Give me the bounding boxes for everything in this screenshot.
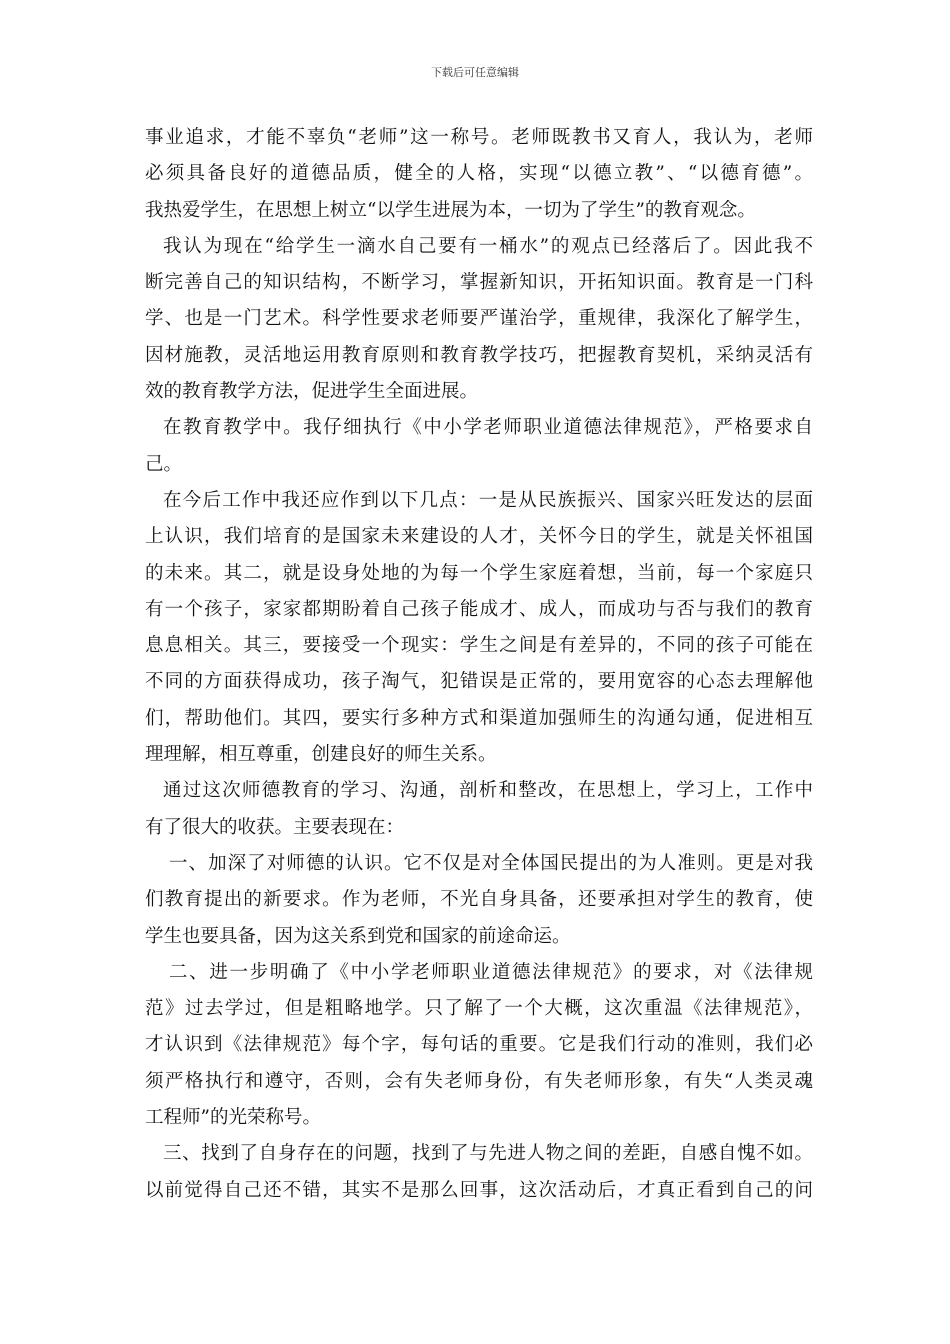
text-line: 理理解，相互尊重，创建良好的师生关系。: [145, 744, 497, 766]
text-line: 的未来。其二，就是设身处地的为每一个学生家庭着想，当前，每一个家庭只: [145, 562, 813, 584]
text-line: 一、加深了对师德的认识。它不仅是对全体国民提出的为人准则。更是对我: [169, 852, 813, 874]
text-line: 在教育教学中。我仔细执行《中小学老师职业道德法律规范》，严格要求自: [163, 417, 813, 439]
document-body: [145, 120, 813, 1209]
text-line: 有一个孩子，家家都期盼着自己孩子能成才、成人，而成功与否与我们的教育: [145, 598, 813, 620]
text-line: 不同的方面获得成功，孩子淘气，犯错误是正常的，要用宽容的心态去理解他: [145, 671, 813, 693]
text-line: 因材施教，灵活地运用教育原则和教育教学技巧，把握教育契机，采纳灵活有: [145, 344, 813, 366]
text-line: 息息相关。其三，要接受一个现实：学生之间是有差异的，不同的孩子可能在: [145, 635, 813, 657]
text-line: 己。: [145, 453, 183, 475]
text-line: 须严格执行和遵守，否则，会有失老师身份，有失老师形象，有失“人类灵魂: [145, 1070, 813, 1092]
text-line: 学生也要具备，因为这关系到党和国家的前途命运。: [145, 925, 571, 947]
text-line: 才认识到《法律规范》每个字，每句话的重要。它是我们行动的准则，我们必: [145, 1034, 813, 1056]
text-line: 工程师”的光荣称号。: [145, 1107, 321, 1129]
text-line: 范》过去学过，但是粗略地学。只了解了一个大概，这次重温《法律规范》，: [145, 998, 813, 1020]
text-line: 事业追求，才能不辜负“老师”这一称号。老师既教书又育人，我认为，老师: [145, 127, 813, 148]
text-line: 断完善自己的知识结构，不断学习，掌握新知识，开拓知识面。教育是一门科: [145, 272, 813, 294]
text-line: 我热爱学生，在思想上树立“以学生进展为本，一切为了学生”的教育观念。: [145, 199, 756, 221]
text-line: 必须具备良好的道德品质，健全的人格，实现“以德立教”、“以德育德”。: [145, 163, 813, 185]
text-line: 效的教育教学方法，促进学生全面进展。: [145, 381, 479, 403]
text-line: 通过这次师德教育的学习、沟通，剖析和整改，在思想上，学习上，工作中: [163, 780, 813, 802]
text-line: 们教育提出的新要求。作为老师，不光自身具备，还要承担对学生的教育，使: [145, 889, 813, 911]
page-header: 下载后可任意编辑: [431, 66, 519, 79]
text-line: 三、找到了自身存在的问题，找到了与先进人物之间的差距，自感自愧不如。: [163, 1143, 813, 1165]
text-line: 我认为现在“给学生一滴水自己要有一桶水”的观点已经落后了。因此我不: [163, 235, 813, 257]
text-line: 以前觉得自己还不错，其实不是那么回事，这次活动后，才真正看到自己的问: [145, 1179, 813, 1201]
text-line: 在今后工作中我还应作到以下几点：一是从民族振兴、国家兴旺发达的层面: [163, 489, 813, 511]
text-line: 有了很大的收获。主要表现在：: [145, 816, 405, 838]
text-line: 上认识，我们培育的是国家未来建设的人才，关怀今日的学生，就是关怀祖国: [145, 526, 813, 548]
text-line: 二、进一步明确了《中小学老师职业道德法律规范》的要求，对《法律规: [169, 961, 813, 983]
text-line: 们，帮助他们。其四，要实行多种方式和渠道加强师生的沟通勾通，促进相互: [145, 707, 813, 729]
text-line: 学、也是一门艺术。科学性要求老师要严谨治学，重规律，我深化了解学生，: [145, 308, 813, 330]
